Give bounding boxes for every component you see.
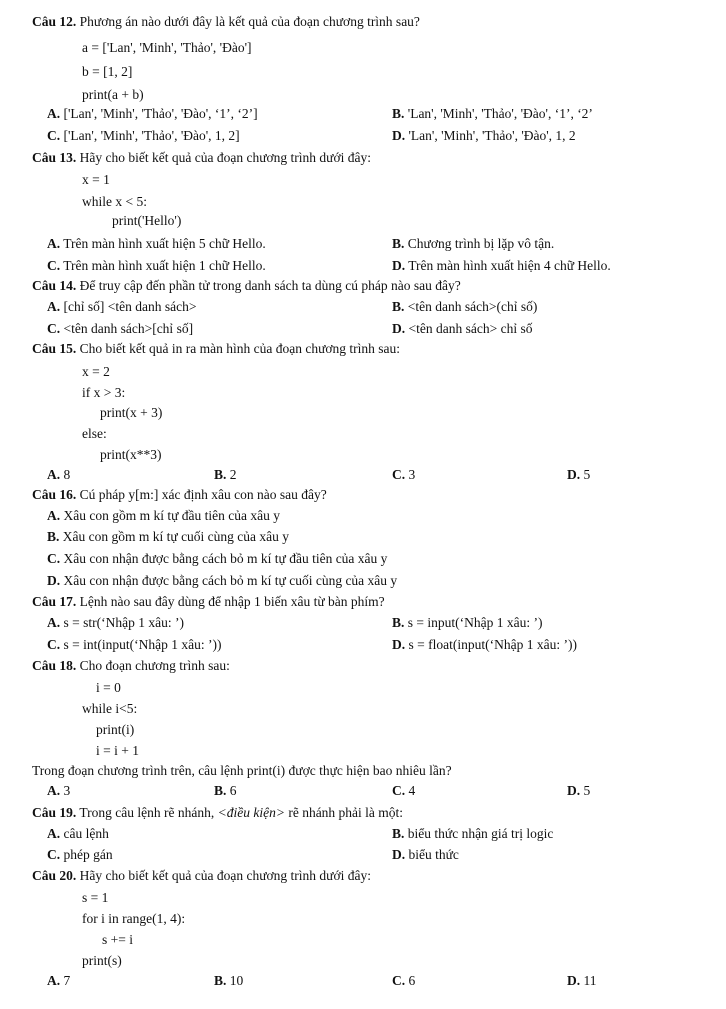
question-13: Câu 13. Hãy cho biết kết quả của đoạn chương trình dưới đây: <box>32 150 371 165</box>
option-b: B. 2 <box>214 467 237 482</box>
question-16: Câu 16. Cú pháp y[m:] xác định xâu con nào sau đây? <box>32 487 327 502</box>
question-17: Câu 17. Lệnh nào sau đây dùng để nhập 1 biến xâu từ bàn phím? <box>32 594 385 609</box>
code-line: print(a + b) <box>82 87 144 102</box>
code-line: i = i + 1 <box>96 743 139 758</box>
option-b: B. 6 <box>214 783 237 798</box>
option-c: C. s = int(input(‘Nhập 1 xâu: ’)) <box>47 637 222 652</box>
option-c: C. Xâu con nhận được bằng cách bỏ m kí tự đầu tiên của xâu y <box>47 551 388 566</box>
option-a: A. [chỉ số] <tên danh sách> <box>47 299 197 314</box>
option-d: D. s = float(input(‘Nhập 1 xâu: ’)) <box>392 637 577 652</box>
code-line: while x < 5: <box>82 194 147 209</box>
code-line: print(x + 3) <box>100 405 163 420</box>
option-a: A. Xâu con gồm m kí tự đầu tiên của xâu y <box>47 508 281 523</box>
code-line: while i<5: <box>82 701 138 716</box>
option-a: A. s = str(‘Nhập 1 xâu: ’) <box>47 615 184 630</box>
code-line: print('Hello') <box>112 213 182 228</box>
code-line: s += i <box>102 932 133 947</box>
question-15: Câu 15. Cho biết kết quả in ra màn hình của đoạn chương trình sau: <box>32 341 401 356</box>
question-18: Câu 18. Cho đoạn chương trình sau: <box>32 658 230 673</box>
option-a: A. 8 <box>47 467 71 482</box>
code-line: b = [1, 2] <box>82 64 133 79</box>
question-19: Câu 19. Trong câu lệnh rẽ nhánh, <điều kiện> rẽ nhánh phải là một: <box>32 805 404 820</box>
option-d: D. 5 <box>567 467 591 482</box>
code-line: if x > 3: <box>82 385 126 400</box>
option-c: C. Trên màn hình xuất hiện 1 chữ Hello. <box>47 258 266 273</box>
option-a: A. 3 <box>47 783 71 798</box>
option-c: C. ['Lan', 'Minh', 'Thảo', 'Đào', 1, 2] <box>47 128 240 143</box>
option-b: B. <tên danh sách>(chỉ số) <box>392 299 538 314</box>
option-c: C. <tên danh sách>[chỉ số] <box>47 321 194 336</box>
question-20: Câu 20. Hãy cho biết kết quả của đoạn chương trình dưới đây: <box>32 868 371 883</box>
code-line: x = 2 <box>82 364 110 379</box>
code-line: print(s) <box>82 953 122 968</box>
option-a: A. Trên màn hình xuất hiện 5 chữ Hello. <box>47 236 266 251</box>
option-d: D. 'Lan', 'Minh', 'Thảo', 'Đào', 1, 2 <box>392 128 576 143</box>
code-line: i = 0 <box>96 680 121 695</box>
option-c: C. phép gán <box>47 847 113 862</box>
question-12: Câu 12. Phương án nào dưới đây là kết quả của đoạn chương trình sau? <box>32 14 420 29</box>
option-b: B. biểu thức nhận giá trị logic <box>392 826 554 841</box>
code-line: print(i) <box>96 722 135 737</box>
option-c: C. 3 <box>392 467 416 482</box>
option-d: D. Trên màn hình xuất hiện 4 chữ Hello. <box>392 258 611 273</box>
option-c: C. 6 <box>392 973 416 988</box>
question-14: Câu 14. Để truy cập đến phần tử trong danh sách ta dùng cú pháp nào sau đây? <box>32 278 461 293</box>
question-18-followup: Trong đoạn chương trình trên, câu lệnh print(i) được thực hiện bao nhiêu lần? <box>32 763 452 778</box>
option-b: B. s = input(‘Nhập 1 xâu: ’) <box>392 615 543 630</box>
code-line: x = 1 <box>82 172 110 187</box>
option-d: D. biểu thức <box>392 847 459 862</box>
option-d: D. 5 <box>567 783 591 798</box>
code-line: for i in range(1, 4): <box>82 911 186 926</box>
option-a: A. 7 <box>47 973 71 988</box>
code-line: a = ['Lan', 'Minh', 'Thảo', 'Đào'] <box>82 40 252 55</box>
code-line: print(x**3) <box>100 447 162 462</box>
code-line: else: <box>82 426 107 441</box>
option-d: D. Xâu con nhận được bằng cách bỏ m kí tự cuối cùng của xâu y <box>47 573 398 588</box>
option-b: B. 'Lan', 'Minh', 'Thảo', 'Đào', ‘1’, ‘2’ <box>392 106 593 121</box>
option-b: B. Xâu con gồm m kí tự cuối cùng của xâu y <box>47 529 290 544</box>
code-line: s = 1 <box>82 890 109 905</box>
option-a: A. câu lệnh <box>47 826 109 841</box>
option-a: A. ['Lan', 'Minh', 'Thảo', 'Đào', ‘1’, ‘2’] <box>47 106 258 121</box>
option-d: D. 11 <box>567 973 597 988</box>
option-d: D. <tên danh sách> chỉ số <box>392 321 533 336</box>
option-b: B. Chương trình bị lặp vô tận. <box>392 236 555 251</box>
option-c: C. 4 <box>392 783 416 798</box>
option-b: B. 10 <box>214 973 244 988</box>
